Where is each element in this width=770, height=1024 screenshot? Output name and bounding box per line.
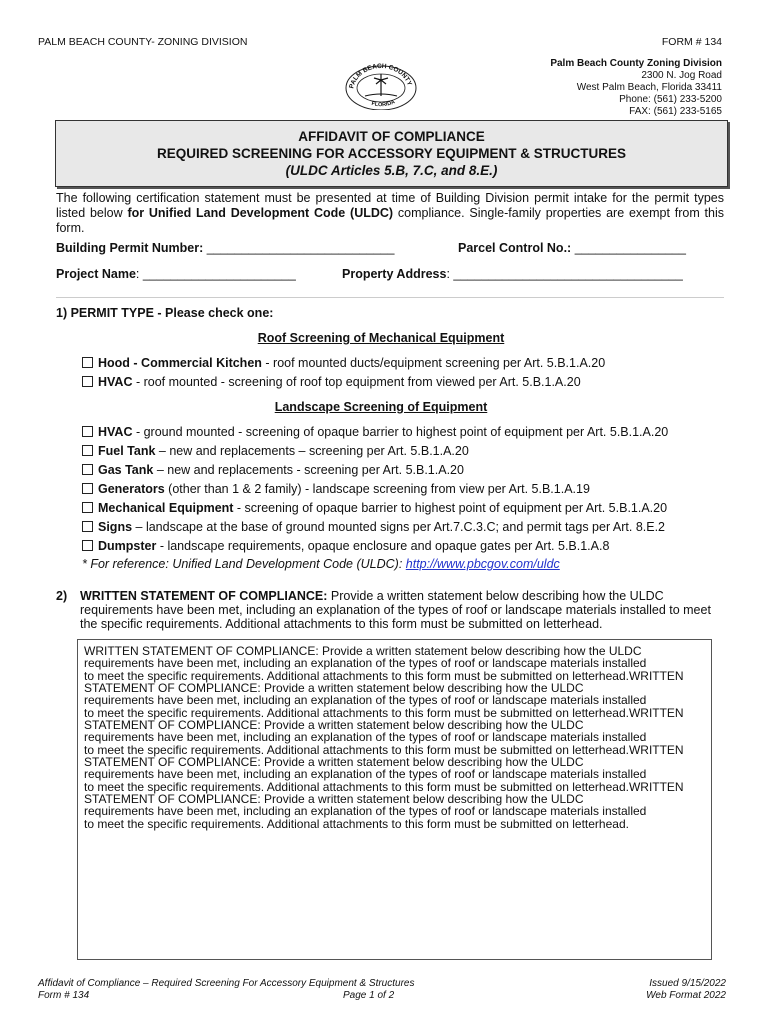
reference-text: * For reference: Unified Land Development Code (ULDC):: [82, 557, 406, 571]
header-form-number: FORM # 134: [661, 36, 722, 48]
building-permit-field[interactable]: [56, 241, 394, 255]
property-address-label: Property Address: [342, 267, 447, 281]
project-name-field[interactable]: [56, 267, 296, 281]
written-statement-title: WRITTEN STATEMENT OF COMPLIANCE:: [80, 589, 328, 603]
contact-phone: Phone: (561) 233-5200: [619, 94, 722, 105]
intro-bold: for Unified Land Development Code (ULDC): [127, 206, 394, 220]
written-statement-heading: [56, 589, 726, 631]
option-label: Hood - Commercial Kitchen: [98, 356, 262, 370]
footer-page-number: Page 1 of 2: [343, 990, 395, 1001]
svg-text:PALM BEACH COUNTY: PALM BEACH COUNTY: [348, 62, 413, 90]
option-hvac-ground[interactable]: [82, 425, 668, 439]
option-description: – new and replacements – screening per Art. 5.B.1.A.20: [155, 444, 469, 458]
building-permit-input[interactable]: ___________________________: [206, 241, 395, 255]
option-dumpster[interactable]: [82, 539, 609, 553]
option-gas-tank[interactable]: [82, 463, 464, 477]
option-signs[interactable]: [82, 520, 665, 534]
building-permit-label: Building Permit Number:: [56, 241, 204, 255]
option-mechanical-equipment[interactable]: [82, 501, 667, 515]
checkbox[interactable]: [82, 376, 93, 387]
option-label: Signs: [98, 520, 133, 534]
uldc-link[interactable]: http://www.pbcgov.com/uldc: [405, 557, 560, 571]
written-statement-instructions: Provide a written statement below describing how the ULDC requirements have been met, including an explanation of the types of roof or landscape materials installed to meet the specific requirements. Additional attachments to this form must be submitted on letterhead.: [80, 589, 711, 631]
uldc-reference: [82, 557, 560, 571]
divider: [56, 297, 724, 298]
contact-city: West Palm Beach, Florida 33411: [576, 82, 722, 93]
intro-paragraph: [56, 191, 724, 236]
landscape-screening-heading: Landscape Screening of Equipment: [274, 400, 488, 414]
checkbox[interactable]: [82, 483, 93, 494]
svg-text:FLORIDA: FLORIDA: [370, 99, 397, 109]
checkbox[interactable]: [82, 521, 93, 532]
property-address-input[interactable]: : _________________________________: [446, 267, 683, 281]
checkbox[interactable]: [82, 426, 93, 437]
intro-text: The following certification statement must be presented at time of Building Division permit intake for the permit types listed below: [56, 191, 724, 220]
option-hvac-roof[interactable]: [82, 375, 581, 389]
option-description: - roof mounted - screening of roof top equipment from viewed per Art. 5.B.1.A.20: [132, 375, 581, 389]
checkbox[interactable]: [82, 540, 93, 551]
title-line-1: AFFIDAVIT OF COMPLIANCE: [298, 129, 485, 144]
roof-screening-heading: Roof Screening of Mechanical Equipment: [257, 331, 505, 345]
project-name-label: Project Name: [56, 267, 136, 281]
option-label: HVAC: [98, 375, 133, 389]
project-name-input[interactable]: : ______________________: [135, 267, 296, 281]
contact-org: Palm Beach County Zoning Division: [550, 58, 722, 69]
footer-form-number: Form # 134: [38, 990, 90, 1001]
header-division: PALM BEACH COUNTY- ZONING DIVISION: [38, 36, 248, 48]
footer-right: [646, 978, 726, 1002]
footer-issued: Issued 9/15/2022: [649, 978, 726, 989]
contact-street: 2300 N. Jog Road: [641, 70, 722, 81]
written-statement-textarea[interactable]: WRITTEN STATEMENT OF COMPLIANCE: Provide a written statement below describing how the ULDC requirements have been met, including an explanation of the types of roof or landscape materials installed to meet the specific requirements. Additional attachments to this form must be submitted on letterhead.WRITTEN STATEMENT OF COMPLIANCE: Provide a written statement below describing how the ULDC requirements have been met, including an explanation of the types of roof or landscape materials installed to meet the specific requirements. Additional attachments to this form must be submitted on letterhead.WRITTEN STATEMENT OF COMPLIANCE: Provide a written statement below describing how the ULDC requirements have been met, including an explanation of the types of roof or landscape materials installed to meet the specific requirements. Additional attachments to this form must be submitted on letterhead.WRITTEN STATEMENT OF COMPLIANCE: Provide a written statement below describing how the ULDC requirements have been met, including an explanation of the types of roof or landscape materials installed to meet the specific requirements. Additional attachments to this form must be submitted on letterhead.WRITTEN STATEMENT OF COMPLIANCE: Provide a written statement below describing how the ULDC requirements have been met, including an explanation of the types of roof or landscape materials installed to meet the specific requirements. Additional attachments to this form must be submitted on letterhead.: [77, 639, 712, 960]
option-description: (other than 1 & 2 family) - landscape screening from view per Art. 5.B.1.A.19: [164, 482, 590, 496]
section-number: 2): [56, 589, 68, 603]
option-label: HVAC: [98, 425, 133, 439]
option-description: - roof mounted ducts/equipment screening per Art. 5.B.1.A.20: [261, 356, 606, 370]
checkbox[interactable]: [82, 357, 93, 368]
title-line-3: (ULDC Articles 5.B, 7.C, and 8.E.): [285, 163, 498, 178]
checkbox[interactable]: [82, 445, 93, 456]
option-generators[interactable]: [82, 482, 590, 496]
option-label: Gas Tank: [98, 463, 154, 477]
contact-block: [550, 58, 722, 118]
parcel-control-label: Parcel Control No.:: [458, 241, 572, 255]
option-description: – new and replacements - screening per Art. 5.B.1.A.20: [153, 463, 464, 477]
checkbox[interactable]: [82, 464, 93, 475]
title-box: [55, 120, 728, 187]
footer-format: Web Format 2022: [646, 990, 726, 1001]
property-address-field[interactable]: [342, 267, 683, 281]
footer-doc-title: Affidavit of Compliance – Required Screening For Accessory Equipment & Structures: [38, 978, 415, 989]
permit-type-heading: 1) PERMIT TYPE - Please check one:: [56, 306, 274, 320]
option-label: Generators: [98, 482, 165, 496]
option-label: Dumpster: [98, 539, 157, 553]
county-seal-logo: [343, 62, 419, 110]
parcel-control-field[interactable]: [458, 241, 686, 255]
option-fuel-tank[interactable]: [82, 444, 469, 458]
title-line-2: REQUIRED SCREENING FOR ACCESSORY EQUIPMENT & STRUCTURES: [156, 146, 627, 161]
option-description: - screening of opaque barrier to highest point of equipment per Art. 5.B.1.A.20: [233, 501, 668, 515]
parcel-control-input[interactable]: ________________: [574, 241, 686, 255]
option-description: – landscape at the base of ground mounted signs per Art.7.C.3.C; and permit tags per Art. 8.E.2: [132, 520, 665, 534]
option-label: Fuel Tank: [98, 444, 156, 458]
option-description: - ground mounted - screening of opaque barrier to highest point of equipment per Art. 5.B.1.A.20: [132, 425, 669, 439]
intro-text-end: compliance. Single-family properties are exempt from this form.: [56, 206, 724, 235]
option-hood-commercial-kitchen[interactable]: [82, 356, 605, 370]
contact-fax: FAX: (561) 233-5165: [629, 106, 722, 117]
option-label: Mechanical Equipment: [98, 501, 234, 515]
checkbox[interactable]: [82, 502, 93, 513]
option-description: - landscape requirements, opaque enclosure and opaque gates per Art. 5.B.1.A.8: [156, 539, 610, 553]
